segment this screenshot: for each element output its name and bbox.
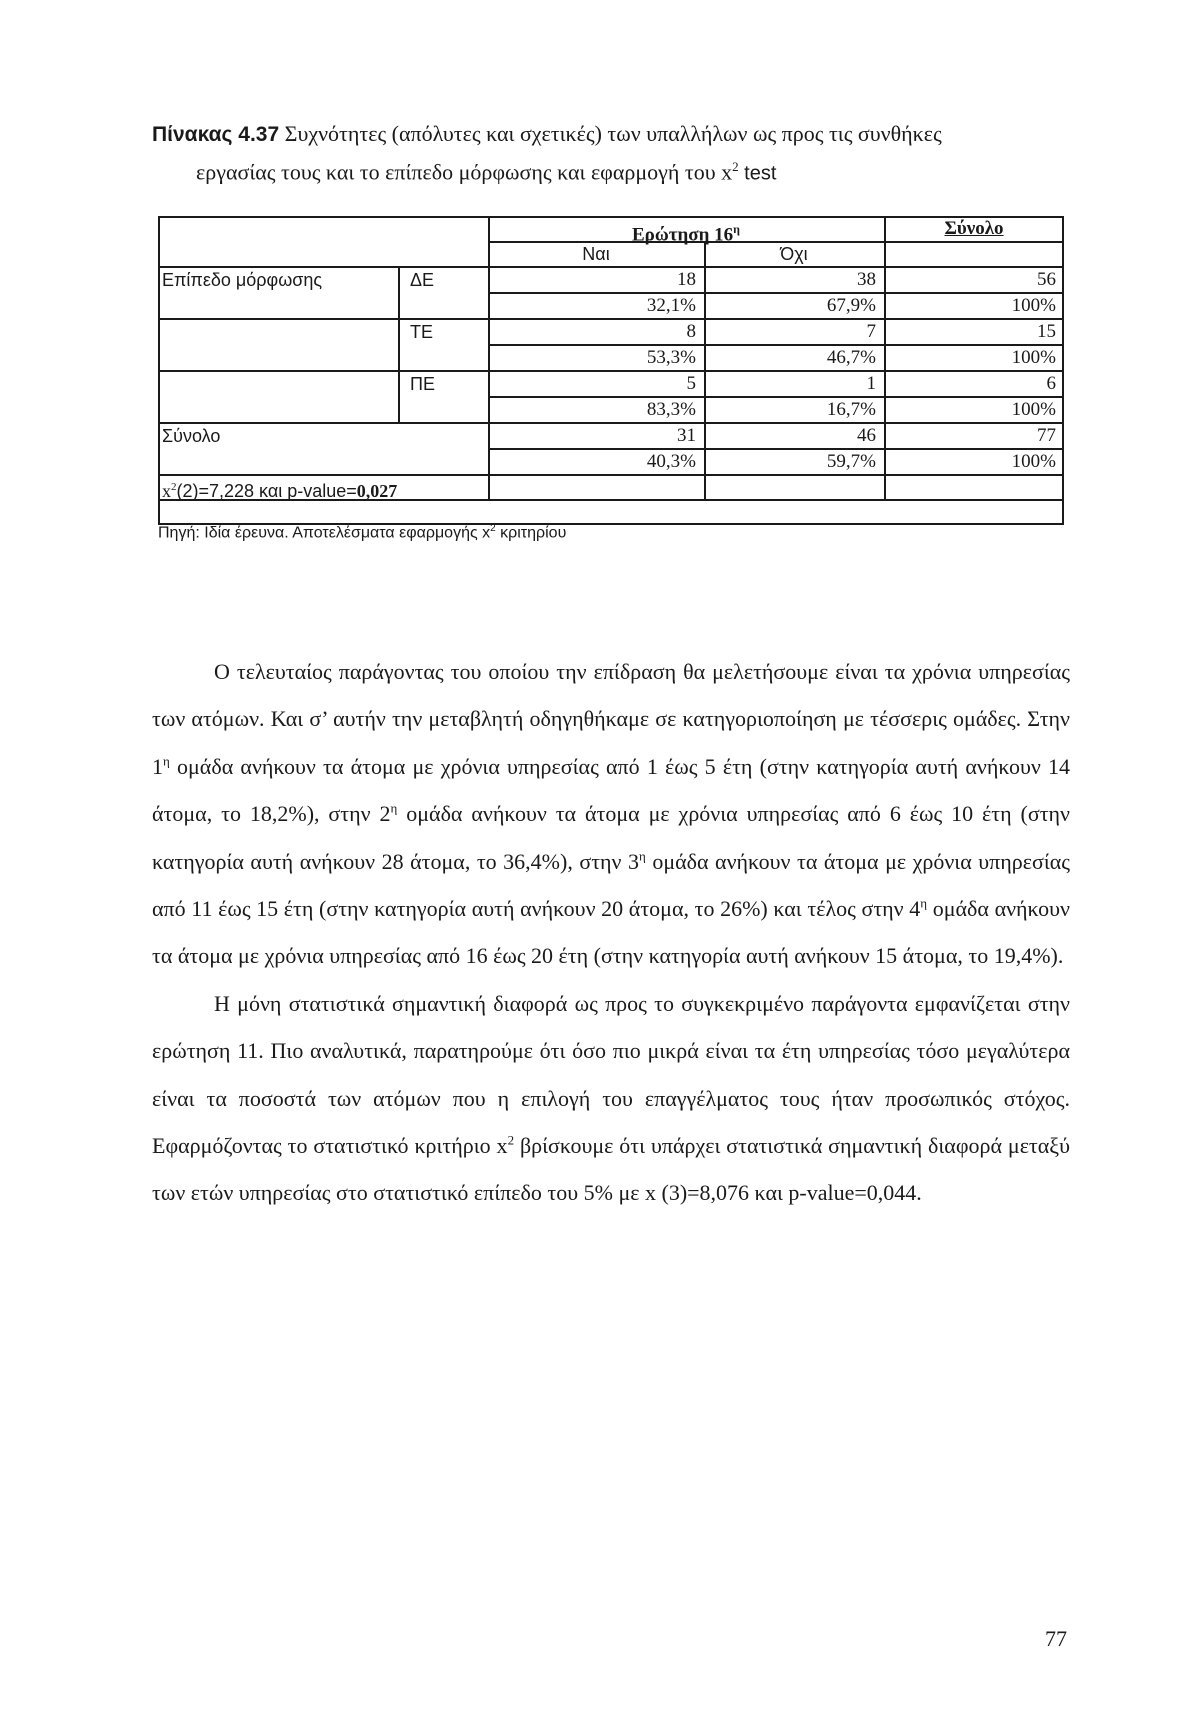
source-text-end: κριτηρίου bbox=[500, 524, 567, 542]
table-rule bbox=[398, 266, 400, 422]
caption-superscript: 2 bbox=[732, 159, 739, 174]
total-no-count: 46 bbox=[857, 425, 876, 446]
column-header-no: Όχι bbox=[780, 244, 808, 264]
yes-percent: 32,1% bbox=[646, 295, 696, 316]
page-number: 77 bbox=[1045, 1626, 1067, 1651]
no-percent: 67,9% bbox=[826, 295, 876, 316]
paragraph-text: ομάδα ανήκουν τα άτομα με χρόνια υπηρεσίας από 1 έως 5 έτη (στην κατηγορία αυτή ανήκουν 14 άτομα, το 18,2%), στην 2 bbox=[152, 753, 1070, 827]
paragraph-text: ομάδα ανήκουν τα άτομα με χρόνια υπηρεσίας από 16 έως 20 έτη (στην κατηγορία αυτή ανήκουν 15 άτομα, το 19,4%). bbox=[152, 896, 1070, 969]
paragraph bbox=[152, 648, 1070, 980]
total-percent: 100% bbox=[1011, 399, 1056, 420]
frequency-table bbox=[158, 216, 1064, 525]
paragraph-text: Ο τελευταίος παράγοντας του οποίου την επίδραση θα μελετήσουμε είναι τα χρόνια υπηρεσίας των ατόμων. Και σ’ αυτήν την μεταβλητή οδηγηθήκαμε σε κατηγοριοποίηση με τέσσερις ομάδες. Στην 1 bbox=[152, 659, 1070, 779]
row-group-label: Επίπεδο μόρφωσης bbox=[162, 270, 323, 290]
total-yes-count: 31 bbox=[677, 425, 696, 446]
no-percent: 46,7% bbox=[826, 347, 876, 368]
level-label: ΠΕ bbox=[410, 374, 436, 394]
table-rule bbox=[1062, 216, 1064, 525]
level-label: ΔΕ bbox=[410, 270, 435, 290]
chi-square-result bbox=[162, 475, 397, 503]
ordinal-superscript: η bbox=[920, 895, 928, 911]
table-source-note bbox=[158, 518, 566, 544]
total-yes-percent: 40,3% bbox=[646, 451, 696, 472]
caption-text-line1: Συχνότητες (απόλυτες και σχετικές) των υπαλλήλων ως προς τις συνθήκες bbox=[284, 121, 942, 146]
caption-line2 bbox=[152, 151, 1072, 189]
yes-count: 5 bbox=[686, 373, 696, 394]
total-row-label: Σύνολο bbox=[162, 426, 221, 446]
paragraph-text: ομάδα ανήκουν τα άτομα με χρόνια υπηρεσίας από 6 έως 10 έτη (στην κατηγορία αυτή ανήκουν 28 άτομα, το 36,4%), στην 3 bbox=[152, 801, 1070, 874]
no-count: 1 bbox=[866, 373, 876, 394]
ordinal-superscript: η bbox=[390, 800, 398, 816]
yes-percent: 83,3% bbox=[646, 399, 696, 420]
ordinal-superscript: η bbox=[639, 848, 646, 864]
chi-square-symbol: x bbox=[162, 481, 171, 501]
question-header-label: Ερώτηση 16 bbox=[632, 224, 734, 246]
total-header: Σύνολο bbox=[944, 218, 1004, 239]
chi-square-superscript: 2 bbox=[171, 481, 177, 493]
question-header-superscript: η bbox=[733, 222, 740, 236]
source-superscript: 2 bbox=[490, 523, 496, 534]
caption-text-line2: εργασίας τους και το επίπεδο μόρφωσης και εφαρμογή του x bbox=[196, 159, 733, 185]
body-text bbox=[152, 648, 1070, 1217]
yes-count: 18 bbox=[677, 269, 696, 290]
level-label: ΤΕ bbox=[410, 322, 434, 342]
no-count: 7 bbox=[866, 321, 876, 342]
table-rule bbox=[158, 216, 160, 525]
chi-square-superscript: 2 bbox=[507, 1132, 515, 1148]
total-no-percent: 59,7% bbox=[826, 451, 876, 472]
caption-text-end: test bbox=[744, 162, 777, 185]
column-header-yes: Ναι bbox=[582, 244, 610, 264]
yes-percent: 53,3% bbox=[646, 347, 696, 368]
yes-count: 8 bbox=[686, 321, 696, 342]
chi-square-text: (2)=7,228 και p-value= bbox=[176, 481, 357, 501]
grand-total-count: 77 bbox=[1037, 425, 1056, 446]
paragraph bbox=[152, 980, 1070, 1217]
paragraph-text: Η μόνη στατιστικά σημαντική διαφορά ως προς το συγκεκριμένο παράγοντα εμφανίζεται στην ερώτηση 11. Πιο αναλυτικά, παρατηρούμε ότι όσο πιο μικρά είναι τα έτη υπηρεσίας τόσο μεγαλύτερα είναι τα ποσοστά των ατόμων που η επιλογή του επαγγέλματος τους ήταν προσωπικός στόχος. Εφαρμόζοντας το στατιστικό κριτήριο x bbox=[152, 990, 1070, 1159]
paragraph-text: ομάδα ανήκουν τα άτομα με χρόνια υπηρεσίας από 11 έως 15 έτη (στην κατηγορία αυτή ανήκουν 20 άτομα, το 26%) και τέλος στην 4 bbox=[152, 848, 1070, 922]
caption-label: Πίνακας 4.37 bbox=[152, 123, 280, 146]
total-count: 6 bbox=[1046, 373, 1056, 394]
paragraph-text: βρίσκουμε ότι υπάρχει στατιστικά σημαντική διαφορά μεταξύ των ετών υπηρεσίας στο στατιστικό επίπεδο του 5% με x (3)=8,076 και p-value=0,044. bbox=[152, 1133, 1071, 1206]
total-percent: 100% bbox=[1011, 295, 1056, 316]
ordinal-superscript: η bbox=[163, 753, 170, 769]
p-value: 0,027 bbox=[356, 481, 398, 501]
total-count: 56 bbox=[1037, 269, 1056, 290]
source-text: Πηγή: Ιδία έρευνα. Αποτελέσματα εφαρμογής x bbox=[158, 524, 491, 542]
table-caption bbox=[152, 118, 1072, 189]
grand-total-percent: 100% bbox=[1011, 451, 1056, 472]
no-percent: 16,7% bbox=[826, 399, 876, 420]
total-count: 15 bbox=[1037, 321, 1056, 342]
total-percent: 100% bbox=[1011, 347, 1056, 368]
no-count: 38 bbox=[857, 269, 876, 290]
